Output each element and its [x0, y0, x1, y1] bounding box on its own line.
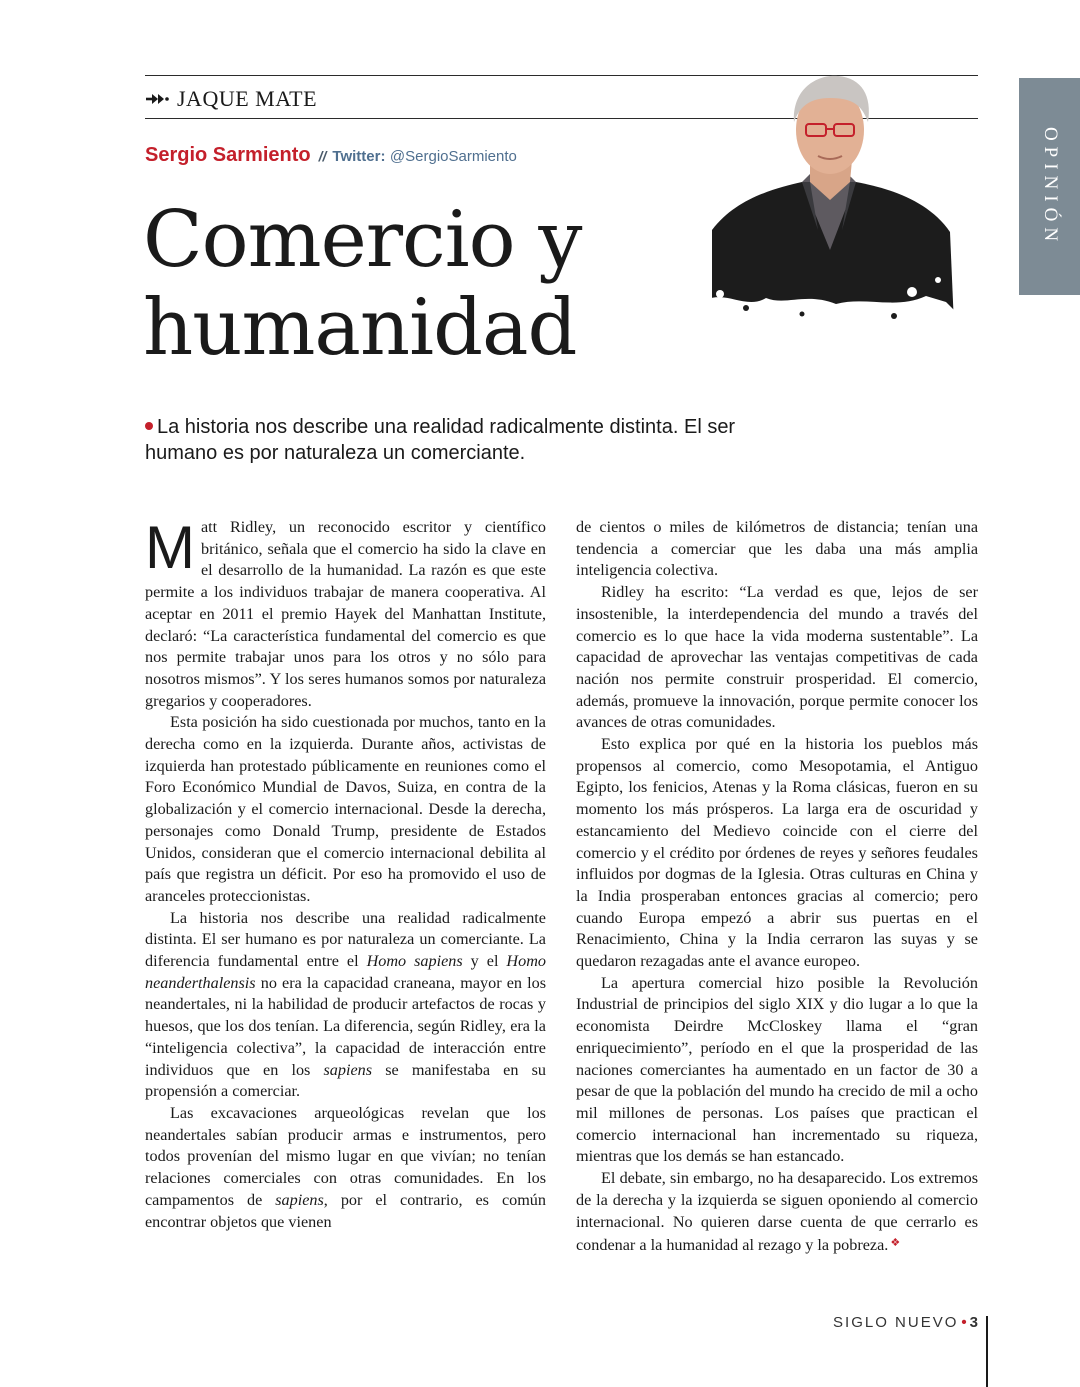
byline: [145, 144, 517, 167]
publication-name: SIGLO NUEVO: [833, 1314, 959, 1331]
paragraph-text: Esta posición ha sido cuestionada por muchos, tanto en la derecha como en la izquierda. Durante años, activistas de izquierda han protestado públicamente en reuniones como el Foro Económico Mundial de Davos, Suiza, en contra de la globalización y el comercio internacional. Desde la derecha, personajes como Donald Trump, presidente de Estados Unidos, consideran que el comercio internacional debilita al país que registra un déficit. Por eso ha promovido el uso de aranceles proteccionistas.: [145, 713, 546, 905]
end-mark-icon: ❖: [890, 1237, 901, 1250]
paragraph: [576, 582, 978, 734]
paragraph-text: Esto explica por qué en la historia los pueblos más propensos al comercio, como Mesopotamia, el Antiguo Egipto, los fenicios, Atenas y la Roma clásicas, fueron en su momento los más prósperos. La larga era de oscuridad y estancamiento del Medievo coincide con el cierre del comercio y el crédito por órdenes de reyes y señores feudales influidos por dogmas de la Iglesia. Otras culturas en China y la India prosperaban entonces gracias al comercio; pero cuando Europa empezó a abrir sus puertas en el Renacimiento, China y la India cerraron las suyas y se quedaron rezagadas ante el avance europeo.: [576, 735, 978, 971]
paragraph: [145, 712, 546, 907]
article-column-left: [145, 514, 546, 1233]
byline-separator: //: [318, 148, 327, 164]
article-title: [143, 196, 703, 372]
paragraph: [145, 514, 546, 712]
paragraph: [145, 908, 546, 1103]
italic-term: sapiens: [323, 1060, 373, 1079]
page-footer: [800, 1314, 978, 1331]
author-photo: [706, 70, 954, 345]
paragraph: [145, 1103, 546, 1233]
section-title: JAQUE MATE: [177, 86, 318, 111]
dropcap: M: [145, 514, 195, 581]
paragraph-text: La apertura comercial hizo posible la Revolución Industrial de principios del siglo XIX y dio lugar a lo que la economista Deirdre McCloskey llama el “gran enriquecimiento”, período en el que la prosperidad de las naciones comerciantes ha aumentado en un factor de 30 a pesar de que la población del mundo ha crecido de mil a ocho mil millones de personas. Los países que practican el comercio internacional han incrementado su riqueza, mientras que los demás se han estancado.: [576, 973, 978, 1166]
paragraph-text: no era la capacidad craneana, mayor en los neandertales, ni la habilidad de producir artefactos de rocas y huesos, que los dos tenían. La diferencia, según Ridley, era la “inteligencia colectiva”, la capacidad de interacción entre individuos que en los: [145, 973, 546, 1079]
paragraph-text: Las excavaciones arqueológicas revelan que los neandertales sabían producir armas e instrumentos, pero todos provenían del mismo lugar en que vivían; no tenían relaciones comerciales con otras comunidades. En los campamentos de: [145, 1103, 546, 1209]
paragraph: [576, 734, 978, 973]
twitter-handle[interactable]: @SergioSarmiento: [389, 148, 517, 165]
opinion-side-tab: [1019, 78, 1080, 295]
paragraph-text: y el: [462, 952, 507, 971]
article-lede: [145, 414, 765, 466]
section-label: [145, 86, 317, 112]
side-tab-label: OPINIÓN: [1039, 126, 1061, 247]
footer-vertical-rule: [986, 1316, 988, 1387]
paragraph-text: se manifestaba en su propensión a comerciar.: [145, 1060, 546, 1101]
page-number: 3: [969, 1314, 978, 1331]
paragraph-text: de cientos o miles de kilómetros de distancia; tenían una tendencia a comerciar que les daba una más amplia inteligencia colectiva.: [576, 518, 978, 580]
twitter-label: Twitter:: [332, 148, 386, 165]
paragraph-text: La historia nos describe una realidad radicalmente distinta. El ser humano es por naturaleza un comerciante. La diferencia fundamental entre el: [145, 908, 546, 971]
paragraph: [576, 517, 978, 582]
paragraph: [576, 1168, 978, 1257]
author-name: Sergio Sarmiento: [145, 144, 311, 166]
paragraph-text: El debate, sin embargo, no ha desaparecido. Los extremos de la derecha y la izquierda se siguen oponiendo al comercio internacional. No quieren darse cuenta de que cerrarlo es condenar a la humanidad al rezago y la pobreza.: [576, 1169, 978, 1255]
italic-term: sapiens: [275, 1190, 324, 1209]
double-arrow-icon: [145, 92, 169, 106]
italic-term: Homo sapiens: [366, 952, 463, 971]
paragraph-text: , por el contrario, es común encontrar objetos que vienen: [145, 1190, 546, 1231]
lede-text: La historia nos describe una realidad radicalmente distinta. El ser humano es por naturaleza un comerciante.: [145, 416, 736, 464]
bullet-icon: [145, 422, 153, 430]
title-line-1: Comercio y: [143, 195, 582, 285]
paragraph-text: att Ridley, un reconocido escritor y científico británico, señala que el comercio ha sido la clave en el desarrollo de la humanidad. La razón es que este permite a los individuos trabajar de manera cooperativa. Al aceptar en 2011 el premio Hayek del Manhattan Institute, declaró: “La característica fundamental del comercio es que nos permite trabajar unos para los otros y no sólo para nosotros mismos”. Y los seres humanos somos por naturaleza gregarios y cooperadores.: [145, 518, 546, 710]
article-column-right: [576, 517, 978, 1257]
footer-dot: •: [961, 1314, 967, 1331]
paragraph: [576, 973, 978, 1168]
paragraph-text: Ridley ha escrito: “La verdad es que, lejos de ser insostenible, la interdependencia del mundo a través del comercio es lo que hace la vida moderna sustentable”. La capacidad de aprovechar las ventajas competitivas de cada nación nos permite construir prosperidad. El comercio, además, promueve la innovación, porque permite conocer los avances de otras comunidades.: [576, 583, 978, 732]
italic-term: Homo neanderthalensis: [145, 952, 546, 992]
title-line-2: humanidad: [143, 283, 577, 373]
